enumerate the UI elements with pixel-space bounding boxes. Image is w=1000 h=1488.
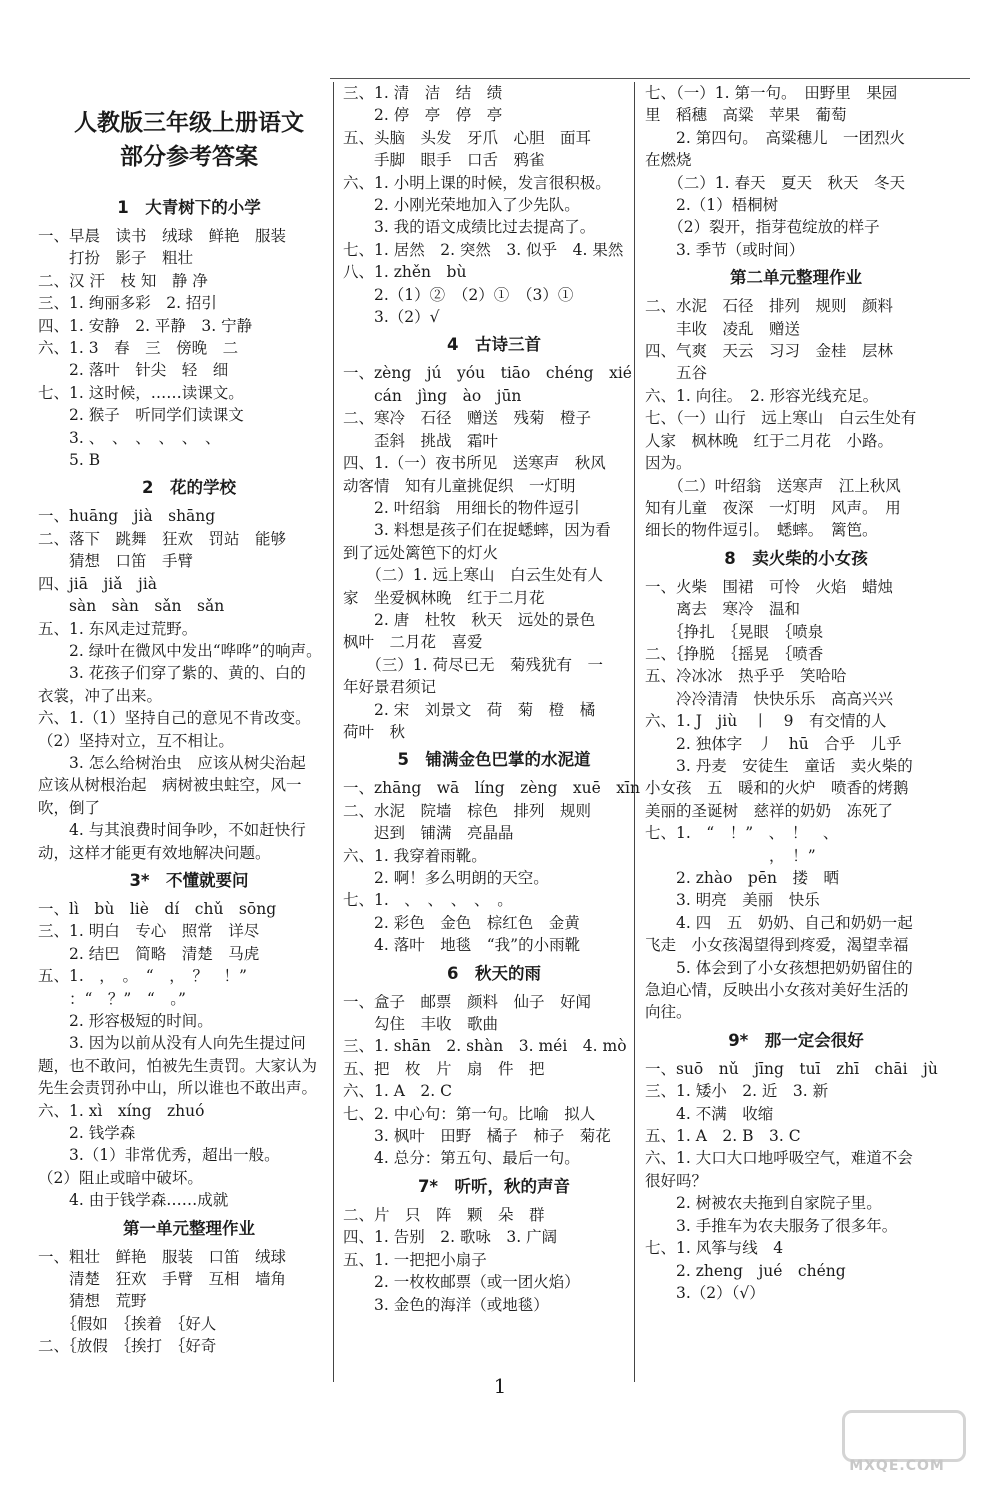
answer-line: 2. 叶绍翁 用细长的物件逗引 — [343, 498, 580, 517]
page-title-line-1: 人教版三年级上册语文 — [74, 110, 304, 136]
answer-line: 年好景君须记 — [343, 678, 437, 697]
answer-line: 4. 与其浪费时间争吵，不如赶快行 — [38, 821, 306, 840]
answer-line: 三、1. 矮小 2. 近 3. 新 — [645, 1082, 829, 1101]
top-rule — [330, 78, 970, 79]
answer-line: 二、｛挣脱 ｛摇晃 ｛喷香 — [645, 644, 824, 663]
answer-line: 一、盒子 邮票 颜料 仙子 好闻 — [343, 992, 592, 1011]
answer-line: 一、粗壮 鲜艳 服装 口笛 绒球 — [38, 1247, 287, 1266]
answer-line: 人家 枫林晚 红于二月花 小路。 — [645, 431, 894, 450]
answer-line: 迟到 铺满 亮晶晶 — [343, 824, 514, 843]
answer-line: 三、1. 绚丽多彩 2. 招引 — [38, 294, 217, 313]
answer-line: 2. 绿叶在微风中发出“哗哗”的响声。 — [38, 641, 322, 660]
answer-line: 3.（2）（√） — [645, 1283, 765, 1302]
answer-line: 2. zhào pēn 搂 晒 — [645, 869, 840, 887]
answer-line: 5. 体会到了小女孩想把奶奶留住的 — [645, 958, 913, 977]
answer-line: 五、冷冰冰 热乎乎 笑哈哈 — [645, 667, 847, 686]
answer-line: 五、1. 一把把小扇子 — [343, 1250, 487, 1269]
answer-line: 一、zhāng wā líng zèng xuē xīn — [343, 779, 640, 798]
answer-line: 六、1. A 2. C — [343, 1082, 452, 1101]
page-title-line-2: 部分参考答案 — [120, 144, 258, 170]
answer-line: （2）裂开，指芽苞绽放的样子 — [645, 218, 880, 237]
answer-line: 五、1. A 2. B 3. C — [645, 1127, 801, 1146]
column-3 — [645, 82, 947, 1382]
answer-line: 美丽的圣诞树 慈祥的奶奶 冻死了 — [645, 801, 894, 820]
answer-line: 5. B — [38, 451, 101, 470]
answer-line: 二、片 只 阵 颗 朵 群 — [343, 1205, 545, 1224]
answer-line: 4. 由于钱学森……成就 — [38, 1191, 229, 1210]
answer-line: 2. 彩色 金色 棕红色 金黄 — [343, 913, 580, 932]
answer-line: 很好吗？ — [645, 1171, 708, 1190]
answer-line: 3. 金色的海洋（或地毯） — [343, 1295, 549, 1314]
section-heading: 3* 不懂就要问 — [129, 870, 249, 890]
answer-line: 七、（一）山行 远上寒山 白云生处有 — [645, 409, 917, 428]
answer-line: 一、suō nǔ jīng tuī zhī chāi jù — [645, 1059, 938, 1078]
answer-line: 急迫心情，反映出小女孩对美好生活的 — [645, 981, 909, 1000]
answer-line: 四、1. 告别 2. 歌咏 3. 广阔 — [343, 1228, 558, 1247]
answer-line: 衣裳，冲了出来。 — [38, 686, 163, 705]
answer-line: 手脚 眼手 口舌 鸦雀 — [343, 151, 545, 170]
section-heading: 7* 听听，秋的声音 — [417, 1176, 571, 1196]
answer-line: 先生会责罚孙中山，所以谁也不敢出声。 — [38, 1079, 318, 1098]
column-1 — [38, 82, 340, 1382]
answer-line: 猜想 荒野 — [38, 1292, 147, 1311]
watermark-text: MXQE.COM — [849, 1458, 945, 1474]
section-heading: 9* 那一定会很好 — [728, 1030, 864, 1050]
answer-line: 3.（2）√ — [343, 308, 440, 327]
answer-line: 题，也不敢问，怕被先生责罚。大家认为 — [38, 1056, 318, 1075]
watermark-logo-icon — [842, 1410, 966, 1462]
answer-line: 三、1. 清 洁 结 绩 — [343, 84, 503, 102]
answer-line: 二、落下 跳舞 狂欢 罚站 能够 — [38, 529, 287, 548]
answer-line: 枫叶 二月花 喜爱 — [343, 633, 483, 652]
answer-line: 七、（一）1. 第一句。 田野里 果园 — [645, 84, 898, 102]
answer-line: 一、lì bù liè dí chǔ sōng — [38, 899, 277, 918]
answer-line: 3. 手推车为农夫服务了很多年。 — [645, 1216, 898, 1235]
answer-line: 2.（1）② （2）① （3）① — [343, 285, 574, 304]
answer-line: 动客情 知有儿童挑促织 一灯明 — [343, 476, 576, 495]
answer-line: 细长的物件逗引。 蟋蟀。 篱笆。 — [645, 521, 878, 540]
answer-line: 2. 钱学森 — [38, 1124, 136, 1143]
answer-line: 小女孩 五 暖和的火炉 喷香的烤鹅 — [645, 779, 909, 798]
answer-line: 2. 结巴 简略 清楚 马虎 — [38, 944, 260, 963]
answer-line: 4. 四 五 奶奶、自己和奶奶一起 — [645, 913, 913, 932]
answer-line: 七、1. 这时候，……读课文。 — [38, 383, 244, 402]
section-heading: 第一单元整理作业 — [123, 1218, 255, 1238]
answer-line: 2. 停 亭 停 亭 — [343, 106, 503, 125]
answer-line: 2. 啊！多么明朗的天空。 — [343, 869, 549, 887]
answer-line: 荷叶 秋 — [343, 722, 406, 741]
answer-line: 4. 不满 收缩 — [645, 1104, 774, 1123]
answer-line: （三）1. 荷尽已无 菊残犹有 一 — [343, 655, 603, 674]
page-number: 1 — [493, 1374, 507, 1398]
answer-line: 二、｛放假 ｛挨打 ｛好奇 — [38, 1337, 217, 1356]
watermark — [812, 1410, 982, 1480]
answer-line: 二、汉 汗 枝 知 静 净 — [38, 271, 208, 290]
page-title — [38, 106, 340, 174]
answer-line: 六、1. xì xíng zhuó — [38, 1101, 205, 1120]
answer-line: （2）坚持对立，互不相让。 — [38, 731, 234, 750]
answer-line: 六、1. 向往。 2. 形容光线充足。 — [645, 386, 879, 405]
answer-line: 一、zèng jú yóu tiāo chéng xié — [343, 364, 632, 383]
answer-line: 2. 形容极短的时间。 — [38, 1012, 213, 1030]
answer-line: 六、1. 我穿着雨靴。 — [343, 846, 487, 865]
section-heading: 4 古诗三首 — [447, 335, 541, 355]
section-heading: 第二单元整理作业 — [730, 268, 862, 288]
answer-line: 应该从树根治起 病树被虫蛀空，风一 — [38, 776, 302, 795]
answer-line: 清楚 狂欢 手臂 互相 墙角 — [38, 1270, 287, 1289]
answer-line: 四、jiā jiǎ jià — [38, 574, 158, 593]
answer-line: 丰收 凌乱 赠送 — [645, 319, 801, 338]
answer-line: （二）1. 春天 夏天 秋天 冬天 — [645, 173, 905, 192]
answer-line: 三、1. shān 2. shàn 3. méi 4. mò — [343, 1037, 627, 1056]
answer-line: 七、1. 风筝与线 4 — [645, 1239, 784, 1258]
answer-line: 3.（1）非常优秀，超出一般。 — [38, 1146, 280, 1165]
answer-line: 3. 我的语文成绩比过去提高了。 — [343, 218, 596, 237]
answer-line: 一、huāng jià shāng — [38, 507, 216, 526]
answer-line: 2. 小刚光荣地加入了少先队。 — [343, 196, 580, 215]
answer-line: 四、气爽 天云 习习 金桂 层林 — [645, 342, 894, 361]
answer-line: 离去 寒冷 温和 — [645, 600, 801, 619]
answer-line: 家 坐爱枫林晚 红于二月花 — [343, 588, 545, 607]
answer-line: 2. zheng jué chéng — [645, 1261, 846, 1280]
answer-line: 向往。 — [645, 1003, 692, 1022]
answer-line: 2. 唐 杜牧 秋天 远处的景色 — [343, 610, 596, 629]
answer-line: 3. 怎么给树治虫 应该从树尖治起 — [38, 753, 306, 772]
answer-line: cán jìng ào jūn — [343, 386, 522, 405]
answer-line: 三、1. 明白 专心 照常 详尽 — [38, 922, 260, 941]
answer-line: 歪斜 挑战 霜叶 — [343, 431, 499, 450]
answer-line: （2）阻止或暗中破坏。 — [38, 1168, 203, 1187]
answer-line: 五、把 枚 片 扇 件 把 — [343, 1059, 545, 1078]
answer-line: 2. 落叶 针尖 轻 细 — [38, 361, 229, 380]
answer-line: 吹，倒了 — [38, 798, 101, 817]
answer-line: ｛假如 ｛挨着 ｛好人 — [38, 1314, 217, 1333]
answer-line: 五、1. 东风走过荒野。 — [38, 619, 198, 638]
answer-line: 八、1. zhěn bù — [343, 263, 467, 282]
answer-line: 二、寒冷 石径 赠送 残菊 橙子 — [343, 409, 592, 428]
answer-line: 飞走 小女孩渴望得到疼爱，渴望幸福 — [645, 936, 909, 955]
answer-line: 六、1. 3 春 三 傍晚 二 — [38, 339, 239, 358]
answer-line: （二）1. 远上寒山 白云生处有人 — [343, 566, 603, 585]
answer-line: sàn sàn sǎn sǎn — [38, 597, 225, 616]
answer-line: 六、1. J jiù 丨 9 有交情的人 — [645, 712, 887, 731]
answer-line: 七、1. “ ！” 、 ！ 、 — [645, 824, 839, 843]
answer-line: 勾住 丰收 歌曲 — [343, 1015, 499, 1034]
answer-line: 冷冷清清 快快乐乐 高高兴兴 — [645, 689, 894, 708]
answer-line: 在燃烧 — [645, 151, 692, 170]
answer-line: 3. 明亮 美丽 快乐 — [645, 891, 820, 910]
answer-line: ｛挣扎 ｛晃眼 ｛喷泉 — [645, 622, 824, 641]
answer-line: 3. 枫叶 田野 橘子 柿子 菊花 — [343, 1127, 611, 1146]
answer-line: 二、水泥 院墙 棕色 排列 规则 — [343, 801, 592, 820]
answer-line: 六、1. 小明上课的时候，发言很积极。 — [343, 173, 611, 192]
answer-line: 2. 宋 刘景文 荷 菊 橙 橘 — [343, 700, 596, 719]
answer-line: 2.（1）梧桐树 — [645, 196, 779, 215]
answer-line: 五、1. ， 。 “ ， ？ ！” — [38, 967, 247, 986]
answer-line: 3. 料想是孩子们在捉蟋蟀，因为看 — [343, 521, 611, 540]
answer-line: 2. 猴子 听同学们读课文 — [38, 406, 244, 425]
answer-line: 七、1. 居然 2. 突然 3. 似乎 4. 果然 — [343, 240, 624, 259]
answer-line: 一、早晨 读书 绒球 鲜艳 服装 — [38, 227, 287, 245]
answer-line: 打扮 影子 粗壮 — [38, 249, 194, 268]
answer-line: 五谷 — [645, 364, 708, 383]
section-heading: 2 花的学校 — [142, 478, 236, 498]
answer-line: 七、1. 、 、 、 、 。 — [343, 891, 513, 910]
answer-line: 到了远处篱笆下的灯火 — [343, 543, 499, 562]
answer-line: 猜想 口笛 手臂 — [38, 552, 194, 571]
answer-line: 2. 树被农夫拖到自家院子里。 — [645, 1194, 882, 1213]
answer-line: 3. 、 、 、 、 、 、 — [38, 428, 221, 447]
answer-line: 一、火柴 围裙 可怜 火焰 蜡烛 — [645, 577, 894, 596]
column-2 — [343, 82, 645, 1382]
answer-line: ：“ ？” “ 。” — [38, 989, 186, 1008]
answer-line: 五、头脑 头发 牙爪 心胆 面耳 — [343, 128, 592, 147]
answer-line: 2. 第四句。 高粱穗儿 一团烈火 — [645, 128, 905, 147]
answer-line: （二）叶绍翁 送寒声 江上秋风 — [645, 476, 901, 495]
section-heading: 1 大青树下的小学 — [117, 198, 261, 217]
section-heading: 5 铺满金色巴掌的水泥道 — [397, 750, 591, 770]
answer-line: 3. 因为以前从没有人向先生提过问 — [38, 1034, 306, 1053]
answer-line: 里 稻穗 高粱 苹果 葡萄 — [645, 106, 847, 125]
answer-line: 因为。 — [645, 454, 692, 473]
answer-line: 3. 丹麦 安徒生 童话 卖火柴的 — [645, 756, 913, 775]
answer-line: 知有儿童 夜深 一灯明 风声。 用 — [645, 498, 901, 517]
answer-line: 四、1. 安静 2. 平静 3. 宁静 — [38, 316, 253, 335]
answer-line: 六、1. 大口大口地呼吸空气，难道不会 — [645, 1149, 913, 1168]
answer-line: 六、1.（1）坚持自己的意见不肯改变。 — [38, 709, 311, 728]
section-heading: 6 秋天的雨 — [447, 963, 541, 983]
section-heading: 8 卖火柴的小女孩 — [724, 548, 868, 568]
answer-line: 2. 一枚枚邮票（或一团火焰） — [343, 1273, 580, 1292]
answer-line: 四、1.（一）夜书所见 送寒声 秋风 — [343, 454, 606, 473]
answer-line: 七、2. 中心句：第一句。比喻 拟人 — [343, 1104, 596, 1123]
answer-line: 2. 独体字 丿 hū 合乎 儿乎 — [645, 734, 902, 753]
answer-line: 二、水泥 石径 排列 规则 颜料 — [645, 297, 894, 316]
answer-line: 3. 花孩子们穿了紫的、黄的、白的 — [38, 664, 306, 683]
answer-line: 4. 总分：第五句、最后一句。 — [343, 1149, 580, 1168]
answer-line: 动，这样才能更有效地解决问题。 — [38, 843, 271, 862]
answer-line: 3. 季节（或时间） — [645, 240, 805, 259]
answer-line: ， ！” — [645, 846, 816, 865]
answer-line: 4. 落叶 地毯 “我”的小雨靴 — [343, 936, 581, 955]
